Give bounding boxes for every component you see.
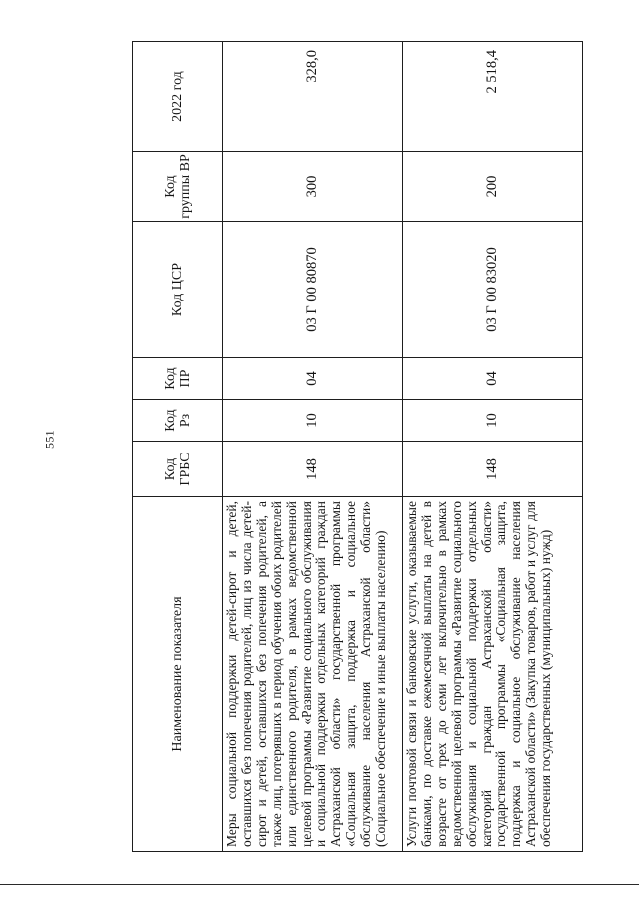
cell-grbs: 148 xyxy=(403,442,583,497)
budget-table xyxy=(132,41,583,852)
header-name: Наименование показателя xyxy=(133,497,223,852)
table-header-row xyxy=(133,42,223,852)
budget-table-rotated xyxy=(132,42,554,852)
cell-vr: 200 xyxy=(403,152,583,222)
page-bottom-rule xyxy=(0,884,639,885)
page-number: 551 xyxy=(42,430,57,449)
header-grbs: Код ГРБС xyxy=(133,442,223,497)
budget-table-region xyxy=(132,42,554,852)
cell-pr: 04 xyxy=(403,358,583,400)
table-row xyxy=(223,42,403,852)
header-year: 2022 год xyxy=(133,42,223,152)
cell-year: 328,0 xyxy=(223,42,403,152)
header-pr: Код ПР xyxy=(133,358,223,400)
cell-grbs: 148 xyxy=(223,442,403,497)
header-vr: Код группы ВР xyxy=(133,152,223,222)
cell-name: Услуги почтовой связи и банковские услуги, оказываемые банками, по доставке ежемесячной выплаты на детей в возрасте от трех до семи лет включительно в рамках ведомственной целевой программы «Развитие социального обслуживания и социальной поддержки отдельных категорий граждан Астраханской области» государственной программы «Социальная защита, поддержка и социальное обслуживание населения Астраханской области» (Закупка товаров, работ и услуг для обеспечения государственных (муниципальных) нужд) xyxy=(403,497,583,852)
cell-rz: 10 xyxy=(403,400,583,442)
header-csr: Код ЦСР xyxy=(133,222,223,358)
cell-pr: 04 xyxy=(223,358,403,400)
cell-csr: 03 Г 00 83020 xyxy=(403,222,583,358)
cell-csr: 03 Г 00 80870 xyxy=(223,222,403,358)
cell-rz: 10 xyxy=(223,400,403,442)
header-rz: Код Рз xyxy=(133,400,223,442)
cell-vr: 300 xyxy=(223,152,403,222)
cell-year: 2 518,4 xyxy=(403,42,583,152)
table-row xyxy=(403,42,583,852)
cell-name: Меры социальной поддержки детей-сирот и детей, оставшихся без попечения родителей, лиц из числа детей-сирот и детей, оставшихся без попечения родителей, а также лиц, потерявших в период обучения обоих родителей или единственного родителя, в рамках ведомственной целевой программы «Развитие социального обслуживания и социальной поддержки отдельных категорий граждан Астраханской области» государственной программы «Социальная защита, поддержка и социальное обслуживание населения Астраханской области» (Социальное обеспечение и иные выплаты населению) xyxy=(223,497,403,852)
